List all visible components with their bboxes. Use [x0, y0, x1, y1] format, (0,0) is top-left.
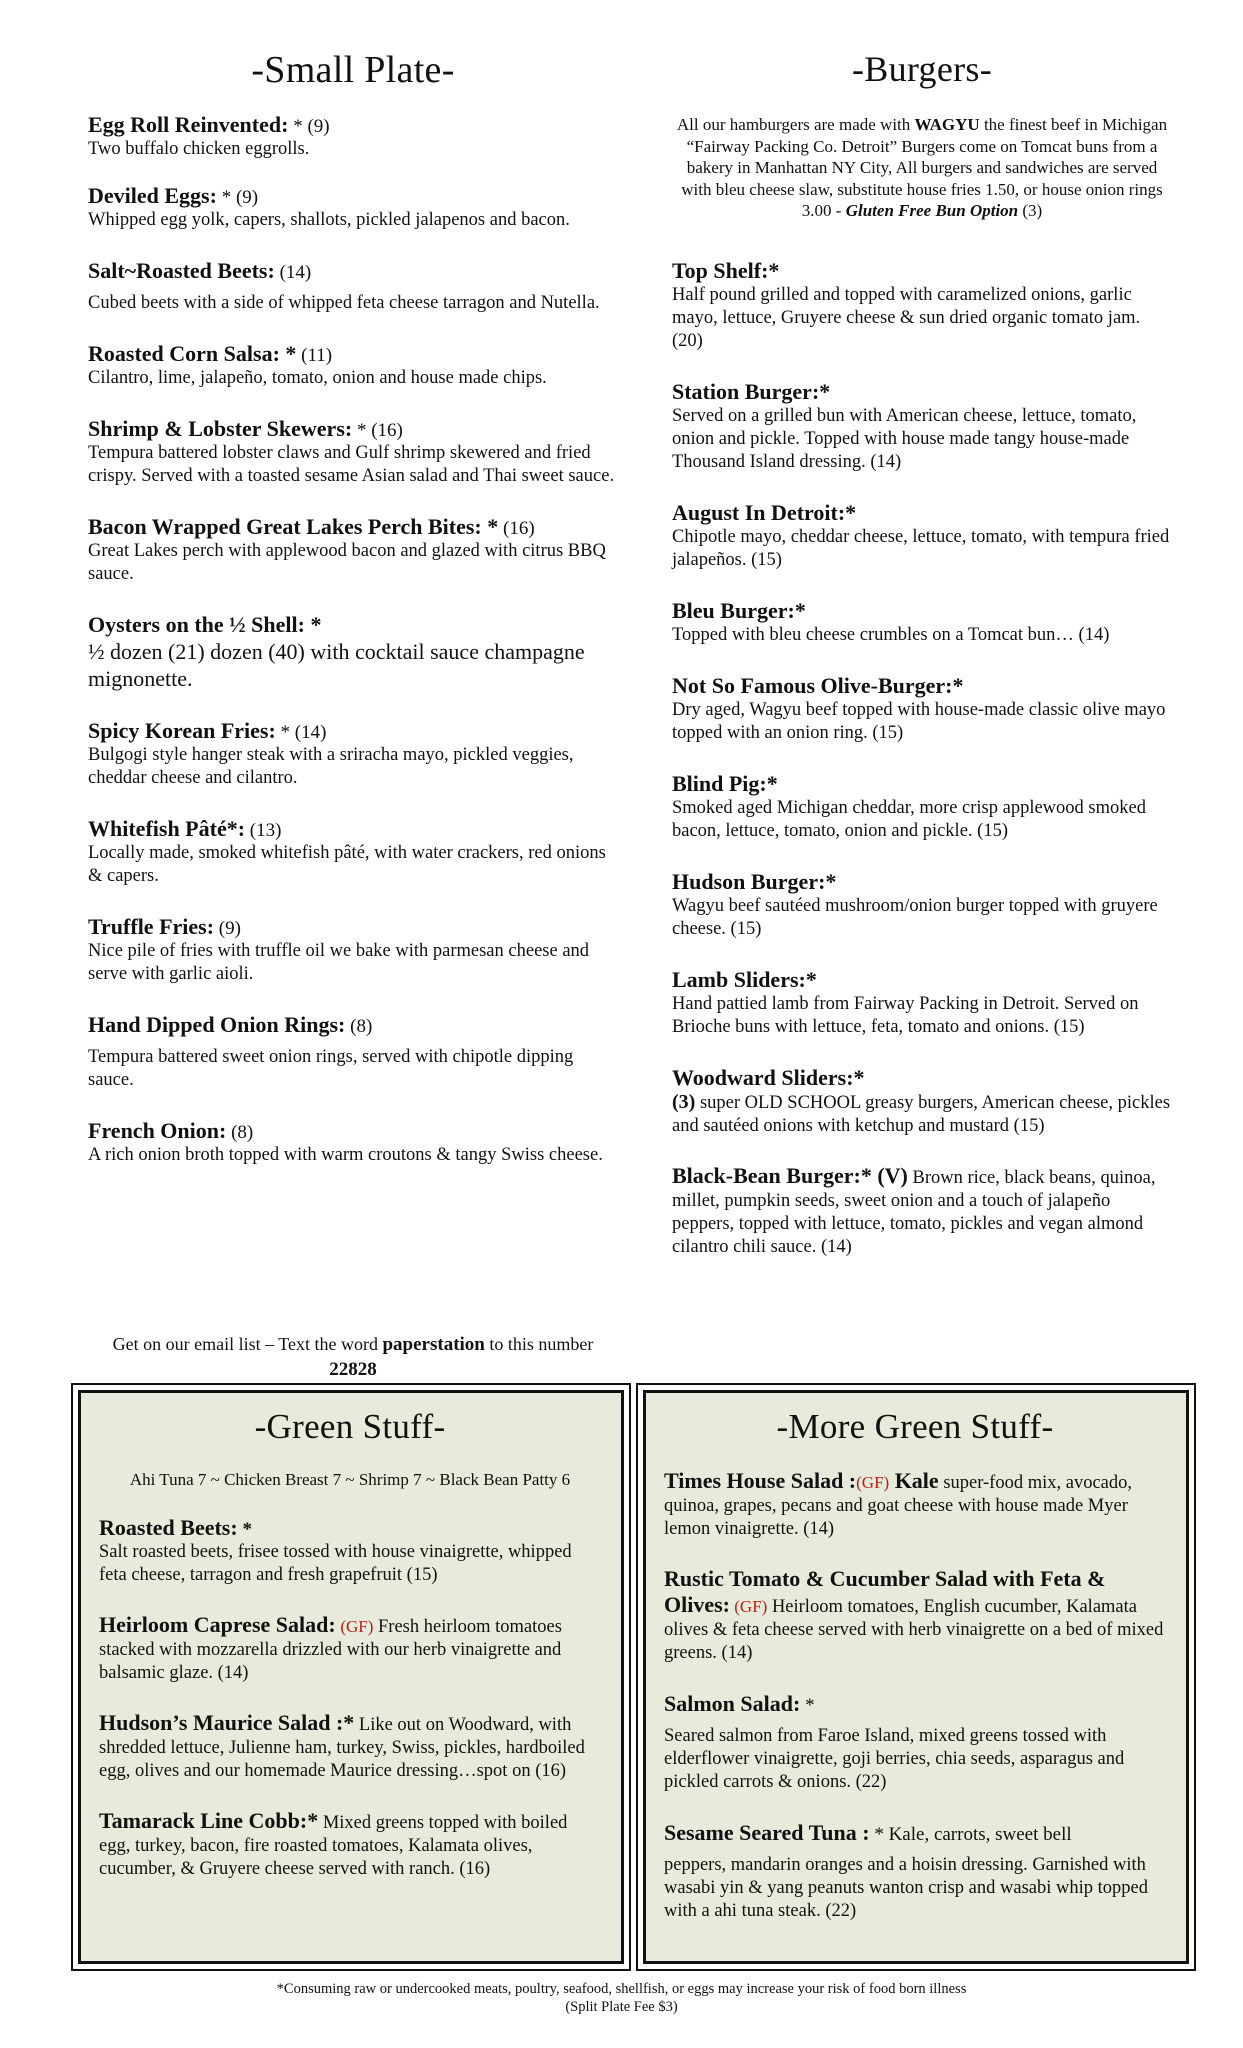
item-name: Spicy Korean Fries:	[88, 718, 276, 743]
email-signup-text	[88, 1332, 618, 1382]
menu-item	[88, 341, 618, 390]
item-desc: Seared salmon from Faroe Island, mixed greens tossed with elderflower vinaigrette, goji berries, chia seeds, asparagus and pickled carrots & onions. (22)	[664, 1726, 1125, 1792]
item-name: French Onion:	[88, 1118, 227, 1143]
item-price: (11)	[296, 345, 333, 366]
item-desc: Tempura battered lobster claws and Gulf shrimp skewered and fried crispy. Served with a toasted sesame Asian salad and Thai sweet sauce.	[88, 443, 615, 486]
item-desc: Cilantro, lime, jalapeño, tomato, onion and house made chips.	[88, 368, 547, 388]
item-desc	[672, 1164, 1172, 1259]
item-name: August In Detroit:*	[672, 499, 857, 525]
menu-item	[672, 1065, 1172, 1138]
menu-item	[88, 258, 618, 315]
menu-item	[88, 1118, 618, 1167]
item-name: Egg Roll Reinvented:	[88, 112, 289, 137]
item-price: * (16)	[352, 420, 403, 441]
menu-item	[88, 112, 618, 161]
menu-item	[99, 1809, 601, 1881]
item-name: Hand Dipped Onion Rings:	[88, 1012, 346, 1037]
item-desc-text: super OLD SCHOOL greasy burgers, American cheese, pickles and sautéed onions with ketchup and mustard (15)	[672, 1092, 1171, 1136]
item-desc: Smoked aged Michigan cheddar, more crisp applewood smoked bacon, lettuce, tomato, onion and pickle. (15)	[672, 797, 1146, 841]
item-price: * (9)	[216, 187, 259, 208]
item-name: Woodward Sliders:*	[672, 1064, 865, 1090]
menu-item	[672, 500, 1172, 572]
gf-badge: (GF)	[730, 1597, 768, 1616]
item-name: Top Shelf:*	[672, 257, 780, 283]
item-price: (8)	[345, 1016, 373, 1037]
item-name: Black-Bean Burger:* (V)	[672, 1162, 908, 1188]
menu-item	[99, 1711, 601, 1783]
item-desc-text: Brown rice, black beans, quinoa, millet, pumpkin seeds, sweet onion and a touch of jalapeño peppers, topped with lettuce, tomato, pickles and vegan almond cilantro chili sauce. (14)	[672, 1167, 1156, 1257]
item-name: Salmon Salad:	[664, 1691, 801, 1716]
item-name: Lamb Sliders:*	[672, 966, 817, 992]
item-price: (13)	[245, 820, 282, 841]
item-desc: A rich onion broth topped with warm croutons & tangy Swiss cheese.	[88, 1145, 603, 1165]
item-name: Bacon Wrapped Great Lakes Perch Bites: *	[88, 514, 499, 539]
item-desc: Tempura battered sweet onion rings, served with chipotle dipping sauce.	[88, 1047, 574, 1090]
item-desc: Locally made, smoked whitefish pâté, with water crackers, red onions & capers.	[88, 843, 606, 886]
burgers-section	[672, 48, 1172, 1285]
item-name: Hudson’s Maurice Salad :*	[99, 1709, 355, 1735]
green-stuff-addons: Ahi Tuna 7 ~ Chicken Breast 7 ~ Shrimp 7 ~ Black Bean Patty 6	[129, 1470, 571, 1489]
item-desc	[99, 1613, 601, 1685]
food-safety-warning: *Consuming raw or undercooked meats, poultry, seafood, shellfish, or eggs may increase your risk of food born illness	[276, 1981, 967, 1997]
item-name: Blind Pig:*	[672, 770, 778, 796]
menu-item	[672, 673, 1172, 745]
item-name: Bleu Burger:*	[672, 597, 806, 623]
item-price: (9)	[214, 918, 241, 939]
item-name: Deviled Eggs:	[88, 183, 217, 208]
menu-item	[88, 183, 618, 232]
email-number: 22828	[329, 1359, 377, 1380]
item-price: (14)	[274, 262, 312, 283]
menu-item	[664, 1691, 1166, 1794]
item-desc: Served on a grilled bun with American cheese, lettuce, tomato, onion and pickle. Topped with house made tangy house-made Thousand Island dressing. (14)	[672, 405, 1137, 472]
menu-item	[664, 1567, 1166, 1665]
item-desc: ½ dozen (21) dozen (40) with cocktail sauce champagne mignonette.	[88, 639, 585, 691]
item-desc: Hand pattied lamb from Fairway Packing in Detroit. Served on Brioche buns with lettuce, feta, tomato and onions. (15)	[672, 993, 1139, 1037]
menu-item	[88, 612, 618, 692]
small-plate-title: -Small Plate-	[251, 49, 455, 91]
item-name: Roasted Beets:	[99, 1514, 238, 1540]
more-green-stuff-title: -More Green Stuff-	[776, 1407, 1054, 1446]
item-desc-text: super-food mix, avocado, quinoa, grapes, pecans and goat cheese with house made Myer lemon vinaigrette. (14)	[664, 1473, 1132, 1539]
item-desc: Bulgogi style hanger steak with a sriracha mayo, pickled veggies, cheddar cheese and cilantro.	[88, 745, 574, 788]
email-text: Get on our email list – Text the word	[112, 1334, 383, 1354]
item-name: Not So Famous Olive-Burger:*	[672, 672, 964, 698]
item-desc: Salt roasted beets, frisee tossed with house vinaigrette, whipped feta cheese, tarragon and fresh grapefruit (15)	[99, 1541, 572, 1585]
item-name: Truffle Fries:	[88, 914, 215, 939]
item-price: * (9)	[288, 116, 330, 137]
menu-item	[672, 967, 1172, 1039]
item-desc: Cubed beets with a side of whipped feta cheese tarragon and Nutella.	[88, 293, 600, 313]
menu-item	[672, 379, 1172, 474]
item-desc: Chipotle mayo, cheddar cheese, lettuce, tomato, with tempura fried jalapeños. (15)	[672, 526, 1170, 570]
item-name: Roasted Corn Salsa: *	[88, 341, 297, 366]
item-desc	[99, 1711, 601, 1783]
menu-item	[672, 598, 1172, 647]
menu-item	[88, 718, 618, 790]
menu-item	[88, 416, 618, 488]
item-desc: Dry aged, Wagyu beef topped with house-made classic olive mayo topped with an onion ring. (15)	[672, 699, 1166, 743]
item-name: Tamarack Line Cobb:*	[99, 1807, 319, 1833]
item-desc: Two buffalo chicken eggrolls.	[88, 139, 310, 159]
email-keyword: paperstation	[382, 1334, 485, 1355]
more-green-stuff-box	[643, 1390, 1189, 1964]
menu-item	[88, 514, 618, 586]
footer	[0, 1980, 1243, 2016]
item-name: Rustic Tomato & Cucumber Salad with Feta & Olives:	[664, 1566, 1106, 1617]
menu-item	[672, 869, 1172, 941]
burgers-title: -Burgers-	[851, 49, 992, 89]
intro-text: All our hamburgers are made with	[676, 115, 915, 134]
item-lead: (3)	[672, 1090, 696, 1113]
item-name: Sesame Seared Tuna :	[664, 1820, 870, 1845]
item-name-2: Kale	[889, 1468, 939, 1493]
menu-item	[99, 1515, 601, 1587]
item-desc	[664, 1469, 1166, 1541]
intro-text-3: (3)	[1018, 201, 1043, 220]
small-plate-section	[88, 48, 618, 1193]
item-desc	[99, 1809, 601, 1881]
item-price: *	[237, 1518, 252, 1540]
item-desc: Half pound grilled and topped with caramelized onions, garlic mayo, lettuce, Gruyere cheese & sun dried organic tomato jam. (20)	[672, 284, 1141, 351]
intro-wagyu: WAGYU	[914, 115, 980, 134]
intro-gluten-free: Gluten Free Bun Option	[845, 201, 1019, 220]
item-name: Station Burger:*	[672, 378, 831, 404]
item-name: Whitefish Pâté*:	[88, 816, 246, 841]
item-price: * Kale, carrots, sweet bell	[869, 1824, 1072, 1845]
menu-item	[99, 1613, 601, 1685]
item-desc-text: Mixed greens topped with boiled egg, turkey, bacon, fire roasted tomatoes, Kalamata olives, cucumber, & Gruyere cheese served with ranch. (16)	[99, 1812, 568, 1879]
item-name: Hudson Burger:*	[672, 868, 837, 894]
menu-item	[664, 1469, 1166, 1541]
item-desc: Great Lakes perch with applewood bacon and glazed with citrus BBQ sauce.	[88, 541, 606, 584]
item-name: Heirloom Caprese Salad:	[99, 1611, 336, 1637]
item-price: (8)	[226, 1122, 254, 1143]
menu-item	[672, 258, 1172, 353]
item-name: Times House Salad :	[664, 1468, 857, 1493]
menu-item	[672, 771, 1172, 843]
menu-item	[88, 816, 618, 888]
item-name: Shrimp & Lobster Skewers:	[88, 416, 353, 441]
green-stuff-box	[78, 1390, 624, 1964]
menu-item	[664, 1820, 1166, 1923]
item-desc-text: Fresh heirloom tomatoes stacked with mozzarella drizzled with our herb vinaigrette and balsamic glaze. (14)	[99, 1616, 562, 1683]
item-desc: peppers, mandarin oranges and a hoisin dressing. Garnished with wasabi yin & yang peanuts wanton crisp and wasabi whip topped with a ahi tuna steak. (22)	[664, 1855, 1148, 1921]
item-desc	[672, 1091, 1172, 1138]
menu-item	[88, 1012, 618, 1092]
item-desc	[664, 1567, 1166, 1665]
item-desc: Nice pile of fries with truffle oil we bake with parmesan cheese and serve with garlic aioli.	[88, 941, 590, 984]
green-stuff-title: -Green Stuff-	[254, 1407, 446, 1446]
item-name: Oysters on the ½ Shell: *	[88, 612, 322, 637]
item-desc: Topped with bleu cheese crumbles on a Tomcat bun… (14)	[672, 624, 1110, 645]
split-plate-fee: (Split Plate Fee $3)	[565, 1999, 678, 2015]
menu-item	[672, 1164, 1172, 1259]
intro-text-2: the finest beef in Michigan “Fairway Packing Co. Detroit” Burgers come on Tomcat buns from a bakery in Manhattan NY City, All burgers and sandwiches are served with bleu cheese slaw, substitute house fries 1.50, or house onion rings 3.00 -	[681, 115, 1168, 220]
item-price: * (14)	[275, 722, 327, 743]
item-desc: Whipped egg yolk, capers, shallots, pickled jalapenos and bacon.	[88, 210, 570, 230]
item-desc-text: Heirloom tomatoes, English cucumber, Kalamata olives & feta cheese served with herb vinaigrette on a bed of mixed greens. (14)	[664, 1597, 1164, 1663]
item-price: (16)	[498, 518, 535, 539]
item-desc: Wagyu beef sautéed mushroom/onion burger topped with gruyere cheese. (15)	[672, 895, 1158, 939]
email-text-2: to this number	[484, 1334, 594, 1354]
item-price: *	[800, 1695, 815, 1716]
burgers-intro	[672, 114, 1172, 222]
item-desc-text: Like out on Woodward, with shredded lettuce, Julienne ham, turkey, Swiss, pickles, hardboiled egg, olives and our homemade Maurice dressing…spot on (16)	[99, 1714, 585, 1781]
gf-badge: (GF)	[856, 1473, 890, 1492]
menu-item	[88, 914, 618, 986]
gf-badge: (GF)	[340, 1616, 374, 1636]
item-name: Salt~Roasted Beets:	[88, 258, 275, 283]
